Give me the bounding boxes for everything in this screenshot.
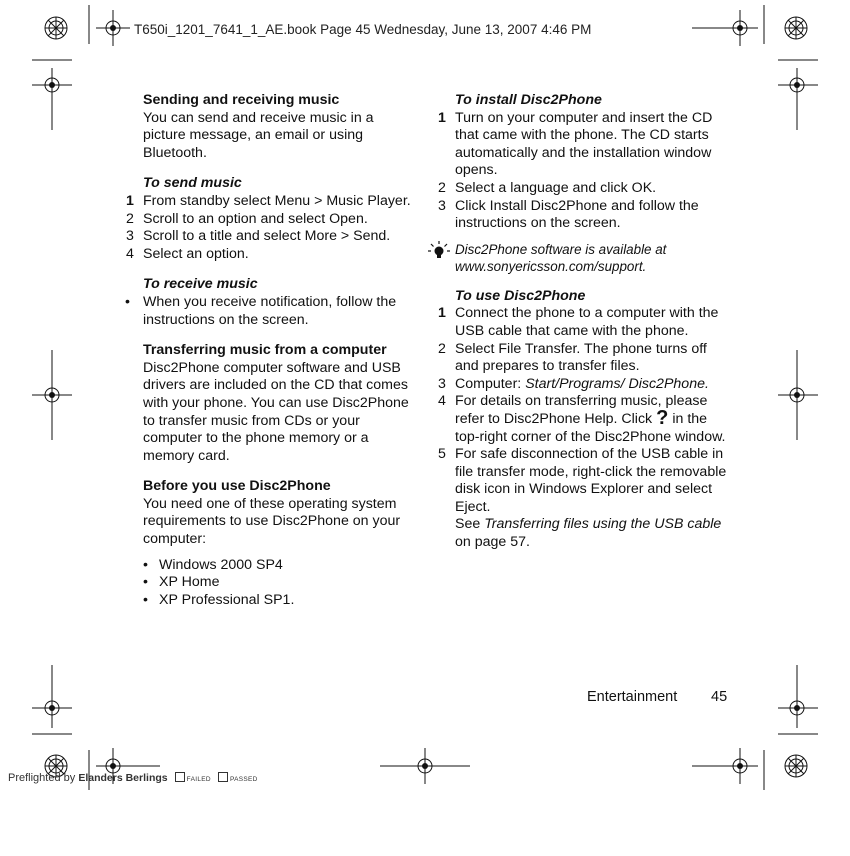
- step-text: Scroll to a title and select More > Send.: [143, 228, 391, 245]
- step-number: 1: [438, 305, 446, 322]
- list-item: [143, 592, 418, 610]
- failed-label: FAILED: [186, 776, 211, 783]
- list-item: [438, 197, 730, 233]
- passed-checkbox: [218, 772, 228, 782]
- failed-checkbox: [175, 772, 185, 782]
- list-item: [126, 228, 418, 246]
- step-number: 2: [126, 210, 134, 227]
- step-text: Connect the phone to a computer with the USB cable that came with the phone.: [455, 305, 719, 339]
- bullet-dot: •: [125, 293, 130, 310]
- cross-reference-link[interactable]: Transferring files using the USB cable: [484, 516, 722, 533]
- step-number: 2: [438, 179, 446, 196]
- step-text: Computer:: [455, 375, 526, 392]
- see-suffix: on page 57.: [455, 534, 530, 551]
- step-path: Start/Programs/ Disc2Phone.: [525, 375, 709, 392]
- cross-reference: [455, 516, 730, 551]
- step-number: 2: [438, 340, 446, 357]
- list-item: [438, 446, 730, 516]
- step-text: in the top-right corner of the Disc2Phone window.: [455, 410, 726, 445]
- paragraph-send-receive: You can send and receive music in a picture message, an email or using Bluetooth.: [143, 109, 374, 161]
- heading-to-receive-music: To receive music: [143, 276, 258, 293]
- list-item: [438, 375, 730, 394]
- step-text: Scroll to an option and select Open.: [143, 210, 368, 227]
- list-item: [126, 245, 418, 264]
- page-number: 45: [711, 689, 728, 705]
- list-item: [438, 109, 730, 180]
- file-info-header: T650i_1201_7641_1_AE.book Page 45 Wednesday, June 13, 2007 4:46 PM: [134, 22, 592, 37]
- step-number: 1: [438, 109, 446, 126]
- preflight-label: Preflighted by: [8, 772, 76, 784]
- step-number: 4: [438, 393, 446, 410]
- registration-mark-right-upper: [778, 68, 818, 130]
- requirement-text: XP Professional SP1.: [159, 591, 295, 608]
- registration-mark-left-upper: [32, 68, 72, 130]
- requirement-text: XP Home: [159, 574, 220, 591]
- bullet-dot: •: [143, 591, 148, 608]
- list-item: [125, 293, 418, 329]
- lightbulb-tip-icon: [427, 240, 451, 260]
- step-text: For safe disconnection of the USB cable in file transfer mode, right-click the removable disk icon in Windows Explorer and select Eject.: [455, 446, 727, 515]
- step-text: Select an option.: [143, 245, 249, 262]
- use-steps: [438, 305, 730, 516]
- install-steps: [438, 109, 730, 233]
- crop-circle-top-left: [45, 17, 67, 39]
- tip-note: [455, 241, 730, 275]
- step-text: Turn on your computer and insert the CD that came with the phone. The CD starts automatically and the installation window opens.: [455, 109, 713, 179]
- heading-before-you-use: Before you use Disc2Phone: [143, 478, 331, 495]
- step-number: 3: [438, 197, 446, 214]
- registration-mark-left-lower: [32, 665, 72, 728]
- step-text: For details on transferring music, please refer to Disc2Phone Help. Click: [455, 393, 708, 427]
- note-text: Disc2Phone software is available at www.sonyericsson.com/support.: [455, 241, 667, 274]
- step-text: Select a language and click OK.: [455, 179, 657, 196]
- question-mark-icon: ?: [656, 406, 669, 429]
- list-item: [438, 305, 730, 340]
- list-item: [143, 574, 418, 592]
- heading-to-use-disc2phone: To use Disc2Phone: [455, 287, 586, 304]
- step-text: Click Install Disc2Phone and follow the instructions on the screen.: [455, 197, 699, 232]
- heading-transferring-music: Transferring music from a computer: [143, 342, 387, 359]
- step-text: Select File Transfer. The phone turns off and prepares to transfer files.: [455, 340, 707, 375]
- brand-label: Elanders Berlings: [78, 772, 168, 784]
- registration-mark-right-lower: [778, 665, 818, 728]
- step-number: 3: [126, 228, 134, 245]
- crop-circle-top-right: [785, 17, 807, 39]
- heading-sending-receiving-music: Sending and receiving music: [143, 92, 340, 108]
- send-music-steps: [126, 192, 418, 263]
- requirement-text: Windows 2000 SP4: [159, 556, 283, 573]
- paragraph-transferring: Disc2Phone computer software and USB drivers are included on the CD that comes with your phone. You can use Disc2Phone to transfer music from CDs or your computer to the phone memory or a memory card.: [143, 359, 409, 464]
- paragraph-requirements: You need one of these operating system requirements to use Disc2Phone on your computer:: [143, 495, 401, 548]
- passed-label: PASSED: [229, 776, 258, 783]
- see-prefix: See: [455, 516, 485, 533]
- right-column: [438, 92, 730, 552]
- list-item: [126, 210, 418, 229]
- heading-to-install-disc2phone: To install Disc2Phone: [455, 92, 602, 108]
- list-item: [126, 192, 418, 211]
- footer-section-title: Entertainment: [587, 689, 678, 705]
- step-number: 5: [438, 446, 446, 463]
- bullet-dot: •: [143, 556, 148, 573]
- list-item: [143, 557, 418, 575]
- preflight-watermark: [8, 772, 258, 784]
- registration-mark-bottom-right: [692, 748, 758, 784]
- step-text: From standby select Menu > Music Player.: [143, 192, 411, 209]
- list-item: [438, 393, 730, 446]
- list-item: [438, 340, 730, 376]
- step-number: 4: [126, 245, 134, 262]
- bullet-dot: •: [143, 574, 148, 591]
- crop-circle-bottom-right: [785, 755, 807, 777]
- registration-mark-top-right: [692, 10, 758, 46]
- step-number: 1: [126, 192, 134, 209]
- list-item: [438, 179, 730, 198]
- heading-to-send-music: To send music: [143, 175, 242, 192]
- receive-instruction: When you receive notification, follow the instructions on the screen.: [143, 293, 397, 328]
- step-number: 3: [438, 375, 446, 392]
- left-column: [125, 92, 418, 609]
